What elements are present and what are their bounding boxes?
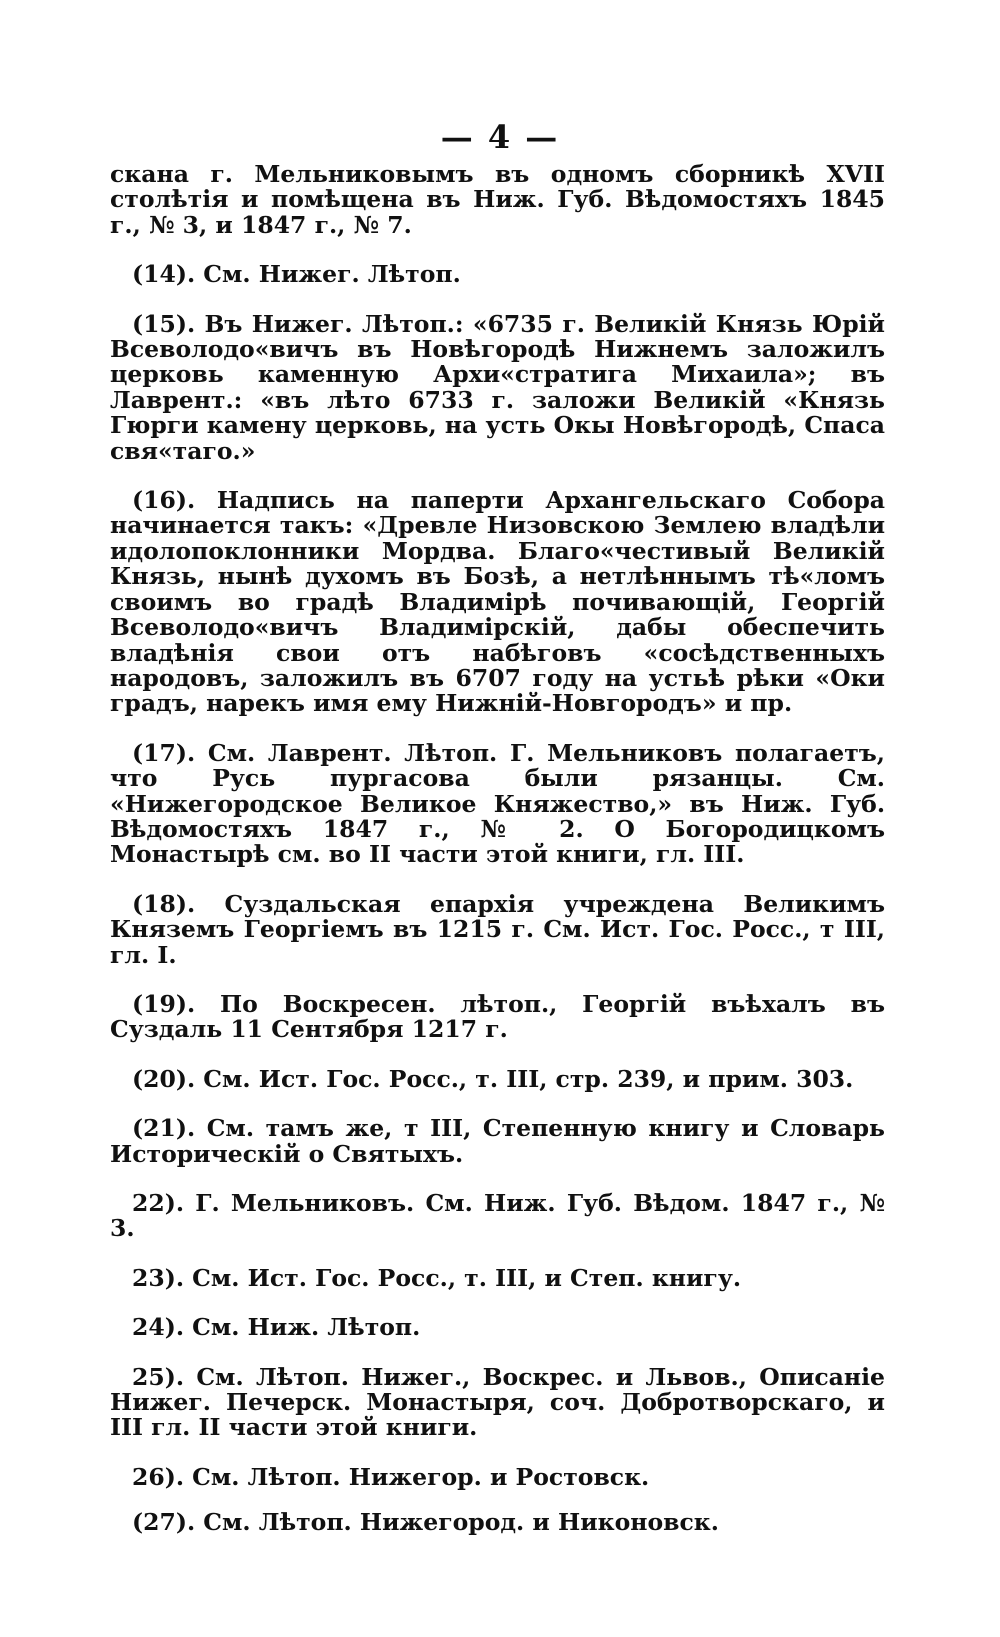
note-17: (17). См. Лаврент. Лѣтоп. Г. Мельниковъ полагаетъ, что Русь пургасова были рязанцы. См. «Нижегородское Великое Княжество,» въ Ниж. Губ. Вѣдомостяхъ 1847 г., № 2. О Богородицкомъ Монастырѣ см. во II части этой книги, гл. III.	[110, 738, 885, 869]
footnotes-list	[110, 162, 885, 1560]
note-26: 26). См. Лѣтоп. Нижегор. и Ростовск.	[132, 1462, 650, 1491]
note-25: 25). См. Лѣтоп. Нижег., Воскрес. и Львов., Описаніе Нижег. Печерск. Монастыря, соч. Добротворскаго, и III гл. II части этой книги.	[110, 1362, 885, 1442]
note-21: (21). См. тамъ же, т III, Степенную книгу и Словарь Историческій о Святыхъ.	[110, 1114, 885, 1168]
note-16: (16). Надпись на паперти Архангельскаго Собора начинается такъ: «Древле Низовскою Землею владѣли идолопоклонники Мордва. Благо«честивый Великій Князь, нынѣ духомъ въ Бозѣ, а нетлѣннымъ тѣ«ломъ своимъ во градѣ Владимірѣ почивающій, Георгій Всеволодо«вичъ Владимірскій, дабы обеспечить владѣнія свои отъ набѣговъ «сосѣдственныхъ народовъ, заложилъ въ 6707 году на устьѣ рѣки «Оки градъ, нарекъ имя ему Нижній-Новгородъ» и пр.	[110, 486, 885, 718]
note-24: 24). См. Ниж. Лѣтоп.	[132, 1313, 421, 1342]
note-19: (19). По Воскресен. лѣтоп., Георгій въѣхалъ въ Суздаль 11 Сентября 1217 г.	[110, 989, 885, 1044]
note-20: (20). См. Ист. Гос. Росс., т. III, стр. 239, и прим. 303.	[132, 1064, 854, 1093]
note-continuation: скана г. Мельниковымъ въ одномъ сборникѣ XVII столѣтія и помѣщена въ Ниж. Губ. Вѣдомостяхъ 1845 г., № 3, и 1847 г., № 7.	[110, 160, 885, 239]
note-15: (15). Въ Нижег. Лѣтоп.: «6735 г. Великій Князь Юрій Всеволодо«вичъ въ Новѣгородѣ Нижнемъ заложилъ церковь каменную Архи«стратига Михаила»; въ Лаврент.: «въ лѣто 6733 г. заложи Великій «Князь Гюрги камену церковь, на усть Окы Новѣгородѣ, Спаса свя«таго.»	[110, 309, 885, 465]
note-23: 23). См. Ист. Гос. Росс., т. III, и Степ. книгу.	[132, 1263, 742, 1292]
note-22: 22). Г. Мельниковъ. См. Ниж. Губ. Вѣдом. 1847 г., № 3.	[110, 1189, 885, 1243]
note-27: (27). См. Лѣтоп. Нижегород. и Никоновск.	[132, 1508, 719, 1537]
note-18: (18). Суздальская епархія учреждена Великимъ Княземъ Георгіемъ въ 1215 г. См. Ист. Гос. Росс., т III, гл. I.	[110, 889, 885, 969]
page-number: — 4 —	[440, 118, 560, 156]
note-14: (14). См. Нижег. Лѣтоп.	[132, 260, 461, 289]
